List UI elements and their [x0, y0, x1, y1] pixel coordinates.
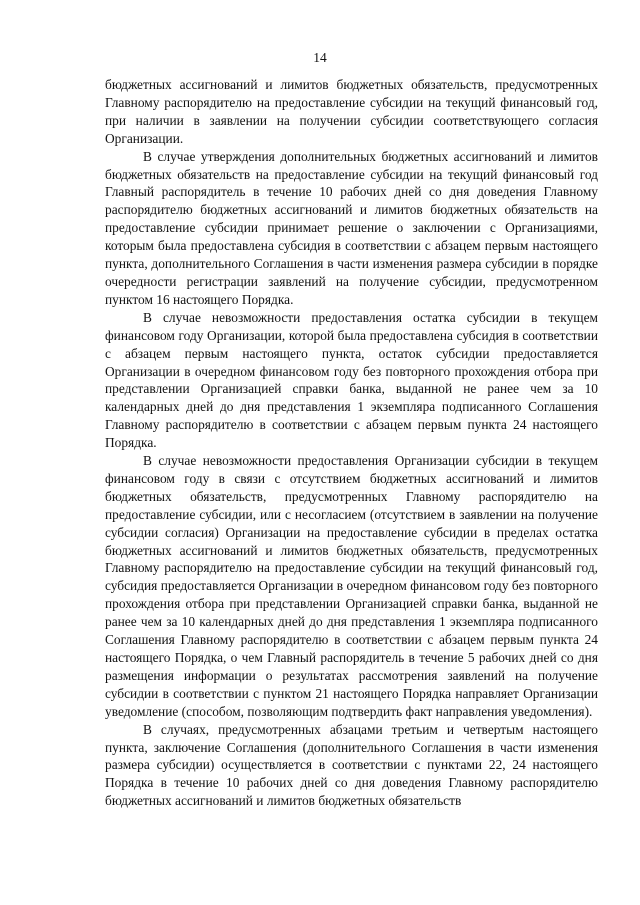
paragraph-continuation: бюджетных ассигнований и лимитов бюджетных обязательств, предусмотренных Главному распорядителю на предоставление субсидии на текущий финансовый год, при наличии в заявлении на получении субсидии соответствующего согласия Организации.	[105, 77, 598, 146]
paragraph-additional-allocations: В случае утверждения дополнительных бюджетных ассигнований и лимитов бюджетных обязательств на предоставление субсидии на текущий финансовый год Главный распорядитель в течение 10 рабочих дней со дня доведения Главному распорядителю бюджетных ассигнований и лимитов бюджетных обязательств на предоставление субсидии принимает решение о заключении с Организациями, которым была предоставлена субсидия в соответствии с абзацем первым настоящего пункта, дополнительного Соглашения в части изменения размера субсидии в порядке очередности регистрации заявлений на получение субсидии, предусмотренном пунктом 16 настоящего Порядка.	[105, 148, 598, 307]
paragraph-remaining-subsidy: В случае невозможности предоставления остатка субсидии в текущем финансовом году Организации, которой была предоставлена субсидия в соответствии с абзацем первым настоящего пункта, остаток субсидии предоставляется Организации в очередном финансовом году без повторного прохождения отбора при представлении Организацией справки банка, выданной не ранее чем за 10 календарных дней до дня представления 1 экземпляра подписанного Соглашения Главному распорядителю в соответствии с абзацем первым пункта 24 настоящего Порядка.	[105, 309, 598, 451]
document-body	[105, 76, 598, 810]
paragraph-agreement-conclusion: В случаях, предусмотренных абзацами третьим и четвертым настоящего пункта, заключение Соглашения (дополнительного Соглашения в части изменения размера субсидии) осуществляется в соответствии с пунктами 22, 24 настоящего Порядка в течение 10 рабочих дней со дня доведения Главному распорядителю бюджетных ассигнований и лимитов бюджетных обязательств	[105, 721, 598, 809]
page-number: 14	[313, 50, 327, 65]
paragraph-subsidy-impossible: В случае невозможности предоставления Организации субсидии в текущем финансовом году в связи с отсутствием бюджетных ассигнований и лимитов бюджетных обязательств, предусмотренных Главному распорядителю на предоставление субсидии, или с несогласием (отсутствием в заявлении на получение субсидии согласия) Организации на предоставление субсидии в пределах остатка бюджетных ассигнований и лимитов бюджетных обязательств, предусмотренных Главному распорядителю на предоставление субсидии на текущий финансовый год, субсидия предоставляется Организации в очередном финансовом году без повторного прохождения отбора при представлении Организацией справки банка, выданной не ранее чем за 10 календарных дней до дня представления 1 экземпляра подписанного Соглашения Главному распорядителю в соответствии с абзацем первым пункта 24 настоящего Порядка, о чем Главный распорядитель в течение 5 рабочих дней со дня размещения информации о результатах рассмотрения заявлений на получение субсидии в соответствии с пунктом 21 настоящего Порядка направляет Организации уведомление (способом, позволяющим подтвердить факт направления уведомления).	[105, 453, 598, 719]
